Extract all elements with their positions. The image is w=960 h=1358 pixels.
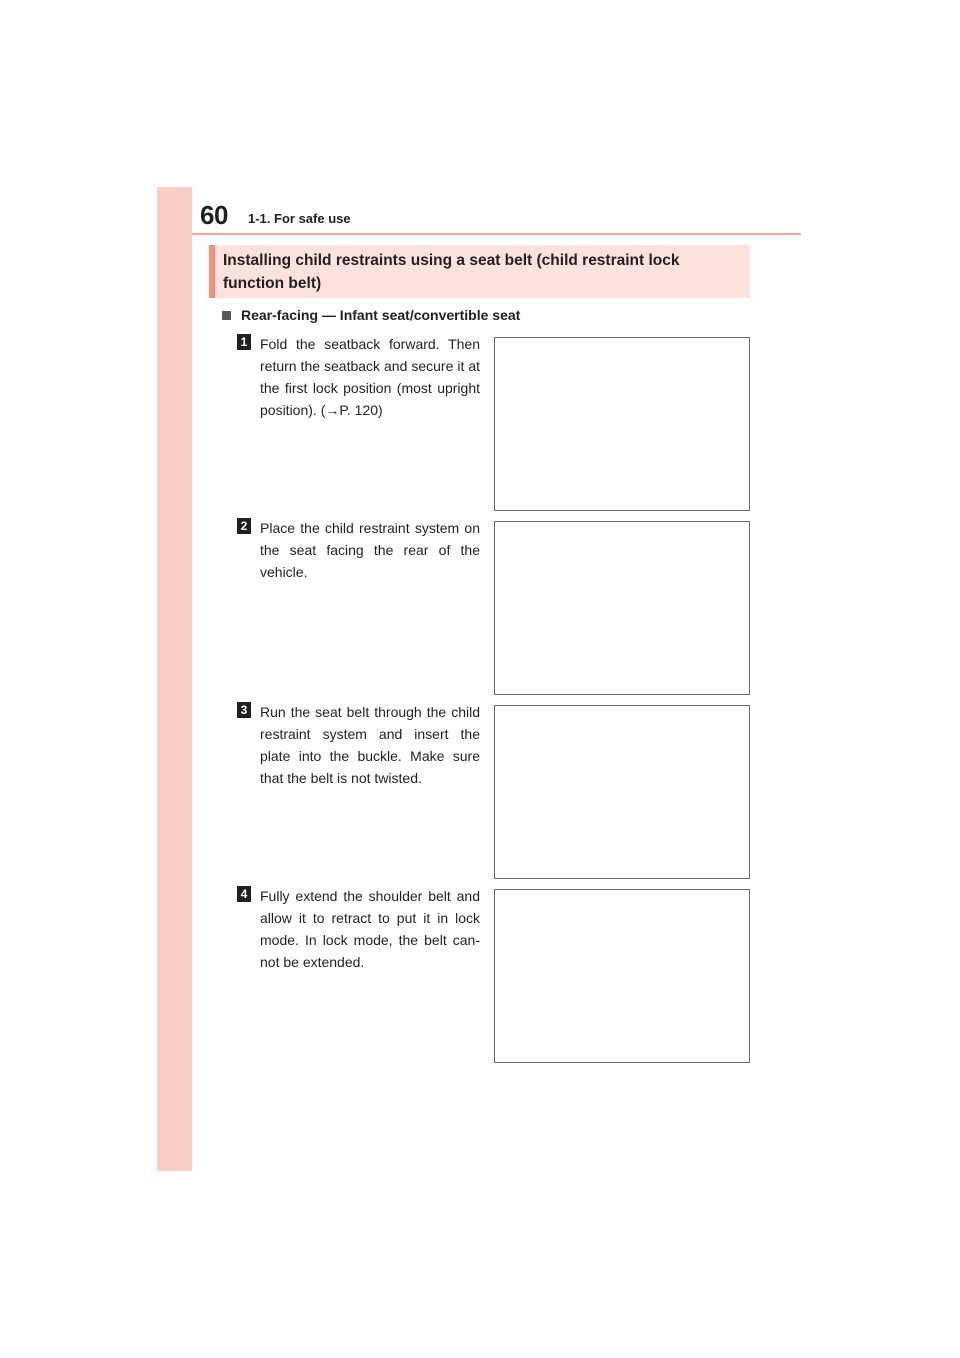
step-number-badge: 1 — [237, 334, 251, 350]
step-text: Fully extend the shoulder belt and allow it to retract to put it in lock mode. In lock mode, the belt can-not be extended. — [260, 888, 480, 970]
step-text: Fold the seatback forward. Then return the seatback and secure it at the first lock position (most upright position). (→P. 120) — [260, 336, 480, 418]
step-number-badge: 4 — [237, 886, 251, 902]
side-color-band — [157, 187, 192, 1171]
step-illustration — [494, 337, 750, 511]
step-number-badge: 2 — [237, 518, 251, 534]
step-illustration — [494, 889, 750, 1063]
step-illustration — [494, 521, 750, 695]
step-text: Place the child restraint system on the seat facing the rear of the vehicle. — [260, 520, 480, 580]
step-illustration — [494, 705, 750, 879]
section-title-box — [209, 245, 750, 298]
section-title: Installing child restraints using a seat belt (child restraint lock function belt) — [223, 252, 680, 292]
subheading-text: Rear-facing — Infant seat/convertible seat — [241, 307, 521, 323]
subheading — [222, 305, 520, 325]
section-label: 1-1. For safe use — [248, 211, 351, 226]
step-number-badge: 3 — [237, 702, 251, 718]
page-number: 60 — [200, 200, 228, 230]
step-text: Run the seat belt through the child restraint system and insert the plate into the buckle. Make sure that the belt is not twisted. — [260, 704, 480, 786]
square-bullet-icon — [222, 311, 231, 320]
header-divider — [192, 233, 801, 235]
